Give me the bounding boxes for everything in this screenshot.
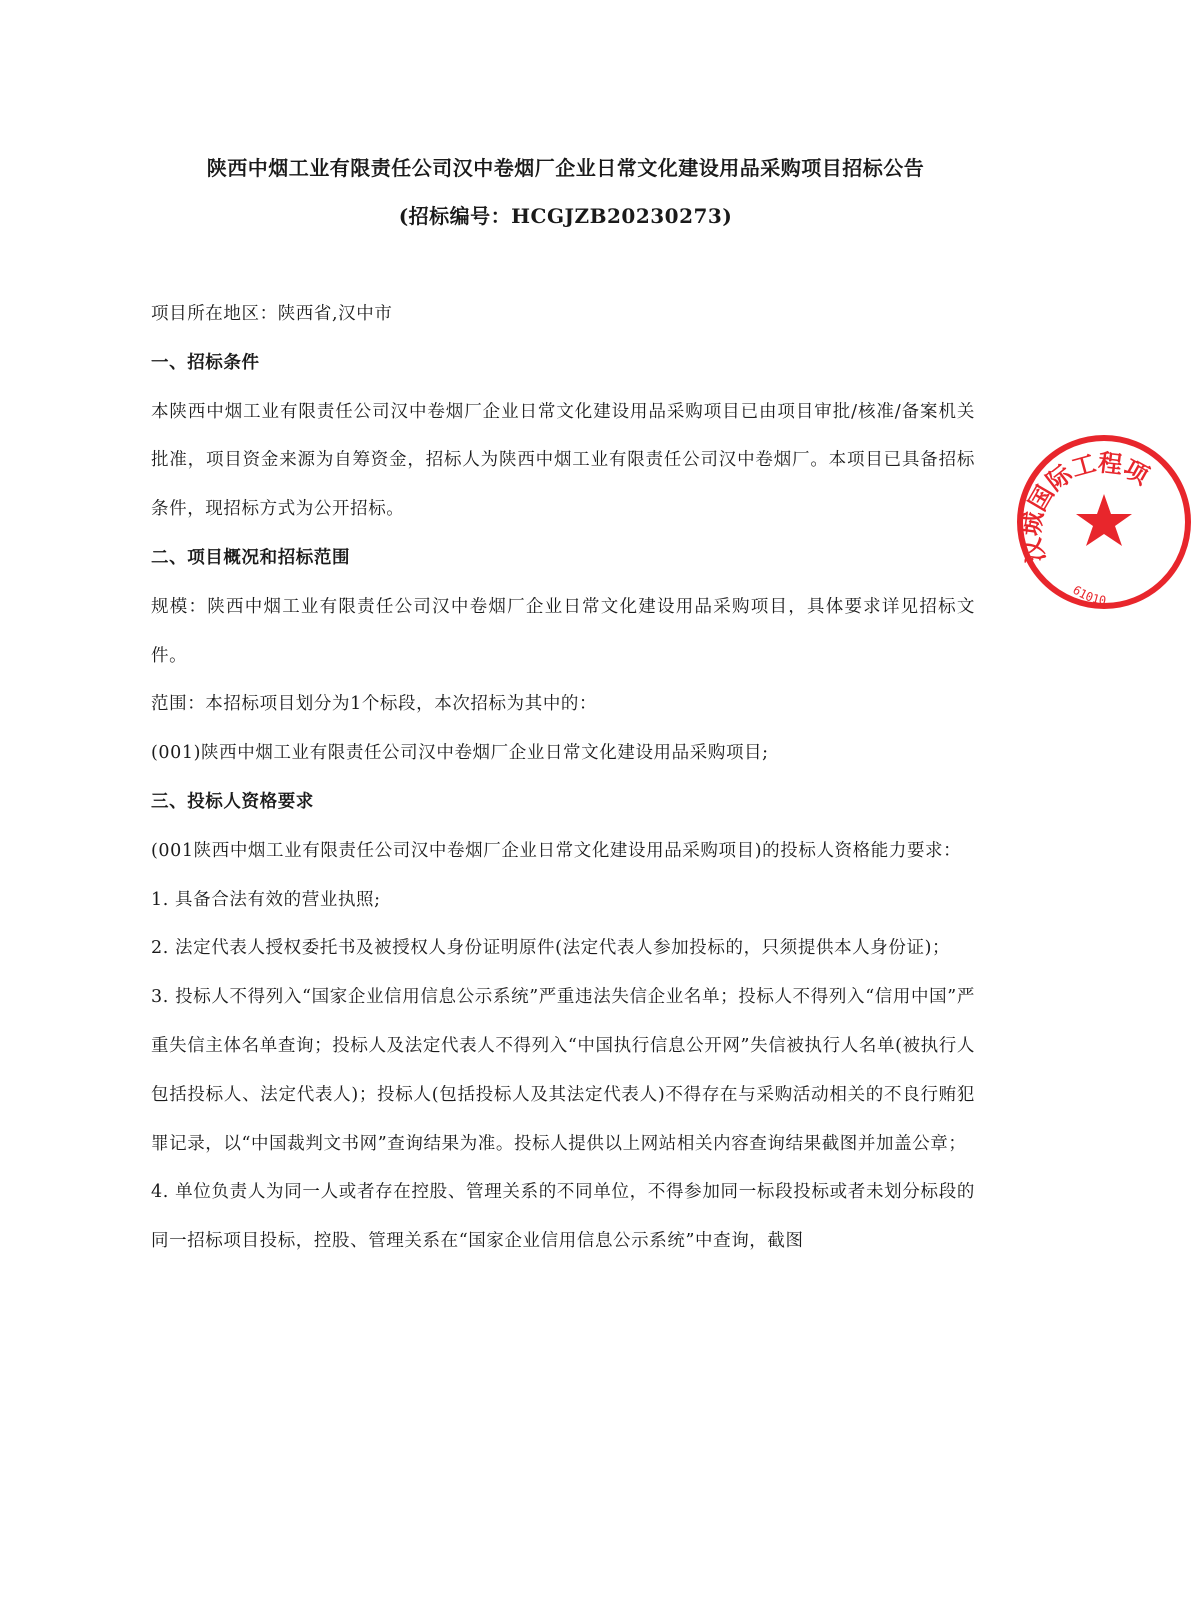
qualification-item-2: 2. 法定代表人授权委托书及被授权人身份证明原件(法定代表人参加投标的，只须提供本人身份证)； xyxy=(151,938,951,959)
project-scale-paragraph: 规模：陕西中烟工业有限责任公司汉中卷烟厂企业日常文化建设用品采购项目，具体要求详见招标文件。 xyxy=(151,596,975,666)
project-scope-paragraph: 范围：本招标项目划分为1个标段，本次招标为其中的： xyxy=(151,694,598,715)
seal-star-icon xyxy=(1076,494,1132,546)
seal-code: 61010 xyxy=(1070,582,1108,608)
project-location: 项目所在地区：陕西省,汉中市 xyxy=(151,304,393,324)
lot-item: (001)陕西中烟工业有限责任公司汉中卷烟厂企业日常文化建设用品采购项目; xyxy=(151,743,769,764)
seal-text: 汉城国际工程项 xyxy=(1017,448,1154,566)
qualification-item-4: 4. 单位负责人为同一人或者存在控股、管理关系的不同单位，不得参加同一标段投标或者未划分标段的同一招标项目投标，控股、管理关系在“国家企业信用信息公示系统”中查询，截图 xyxy=(151,1182,975,1252)
document-body xyxy=(151,290,975,1266)
section-heading-project-overview: 二、项目概况和招标范围 xyxy=(151,547,351,568)
qualification-item-3: 3. 投标人不得列入“国家企业信用信息公示系统”严重违法失信企业名单；投标人不得列入“信用中国”严重失信主体名单查询；投标人及法定代表人不得列入“中国执行信息公开网”失信被执行人名单(被执行人包括投标人、法定代表人)；投标人(包括投标人及其法定代表人)不得存在与采购活动相关的不良行贿犯罪记录，以“中国裁判文书网”查询结果为准。投标人提供以上网站相关内容查询结果截图并加盖公章； xyxy=(151,987,975,1154)
qualification-item-1: 1. 具备合法有效的营业执照; xyxy=(151,889,381,910)
section-heading-tender-conditions: 一、招标条件 xyxy=(151,352,260,373)
company-seal xyxy=(1014,432,1194,612)
qualifications-intro: (001陕西中烟工业有限责任公司汉中卷烟厂企业日常文化建设用品采购项目)的投标人资格能力要求： xyxy=(151,840,962,861)
tender-conditions-paragraph: 本陕西中烟工业有限责任公司汉中卷烟厂企业日常文化建设用品采购项目已由项目审批/核准/备案机关批准，项目资金来源为自筹资金，招标人为陕西中烟工业有限责任公司汉中卷烟厂。本项目已具备招标条件，现招标方式为公开招标。 xyxy=(151,401,975,520)
tender-number: (招标编号：HCGJZB20230273) xyxy=(398,204,733,228)
document-title: 陕西中烟工业有限责任公司汉中卷烟厂企业日常文化建设用品采购项目招标公告 xyxy=(206,156,925,180)
section-heading-bidder-qualifications: 三、投标人资格要求 xyxy=(151,791,314,812)
